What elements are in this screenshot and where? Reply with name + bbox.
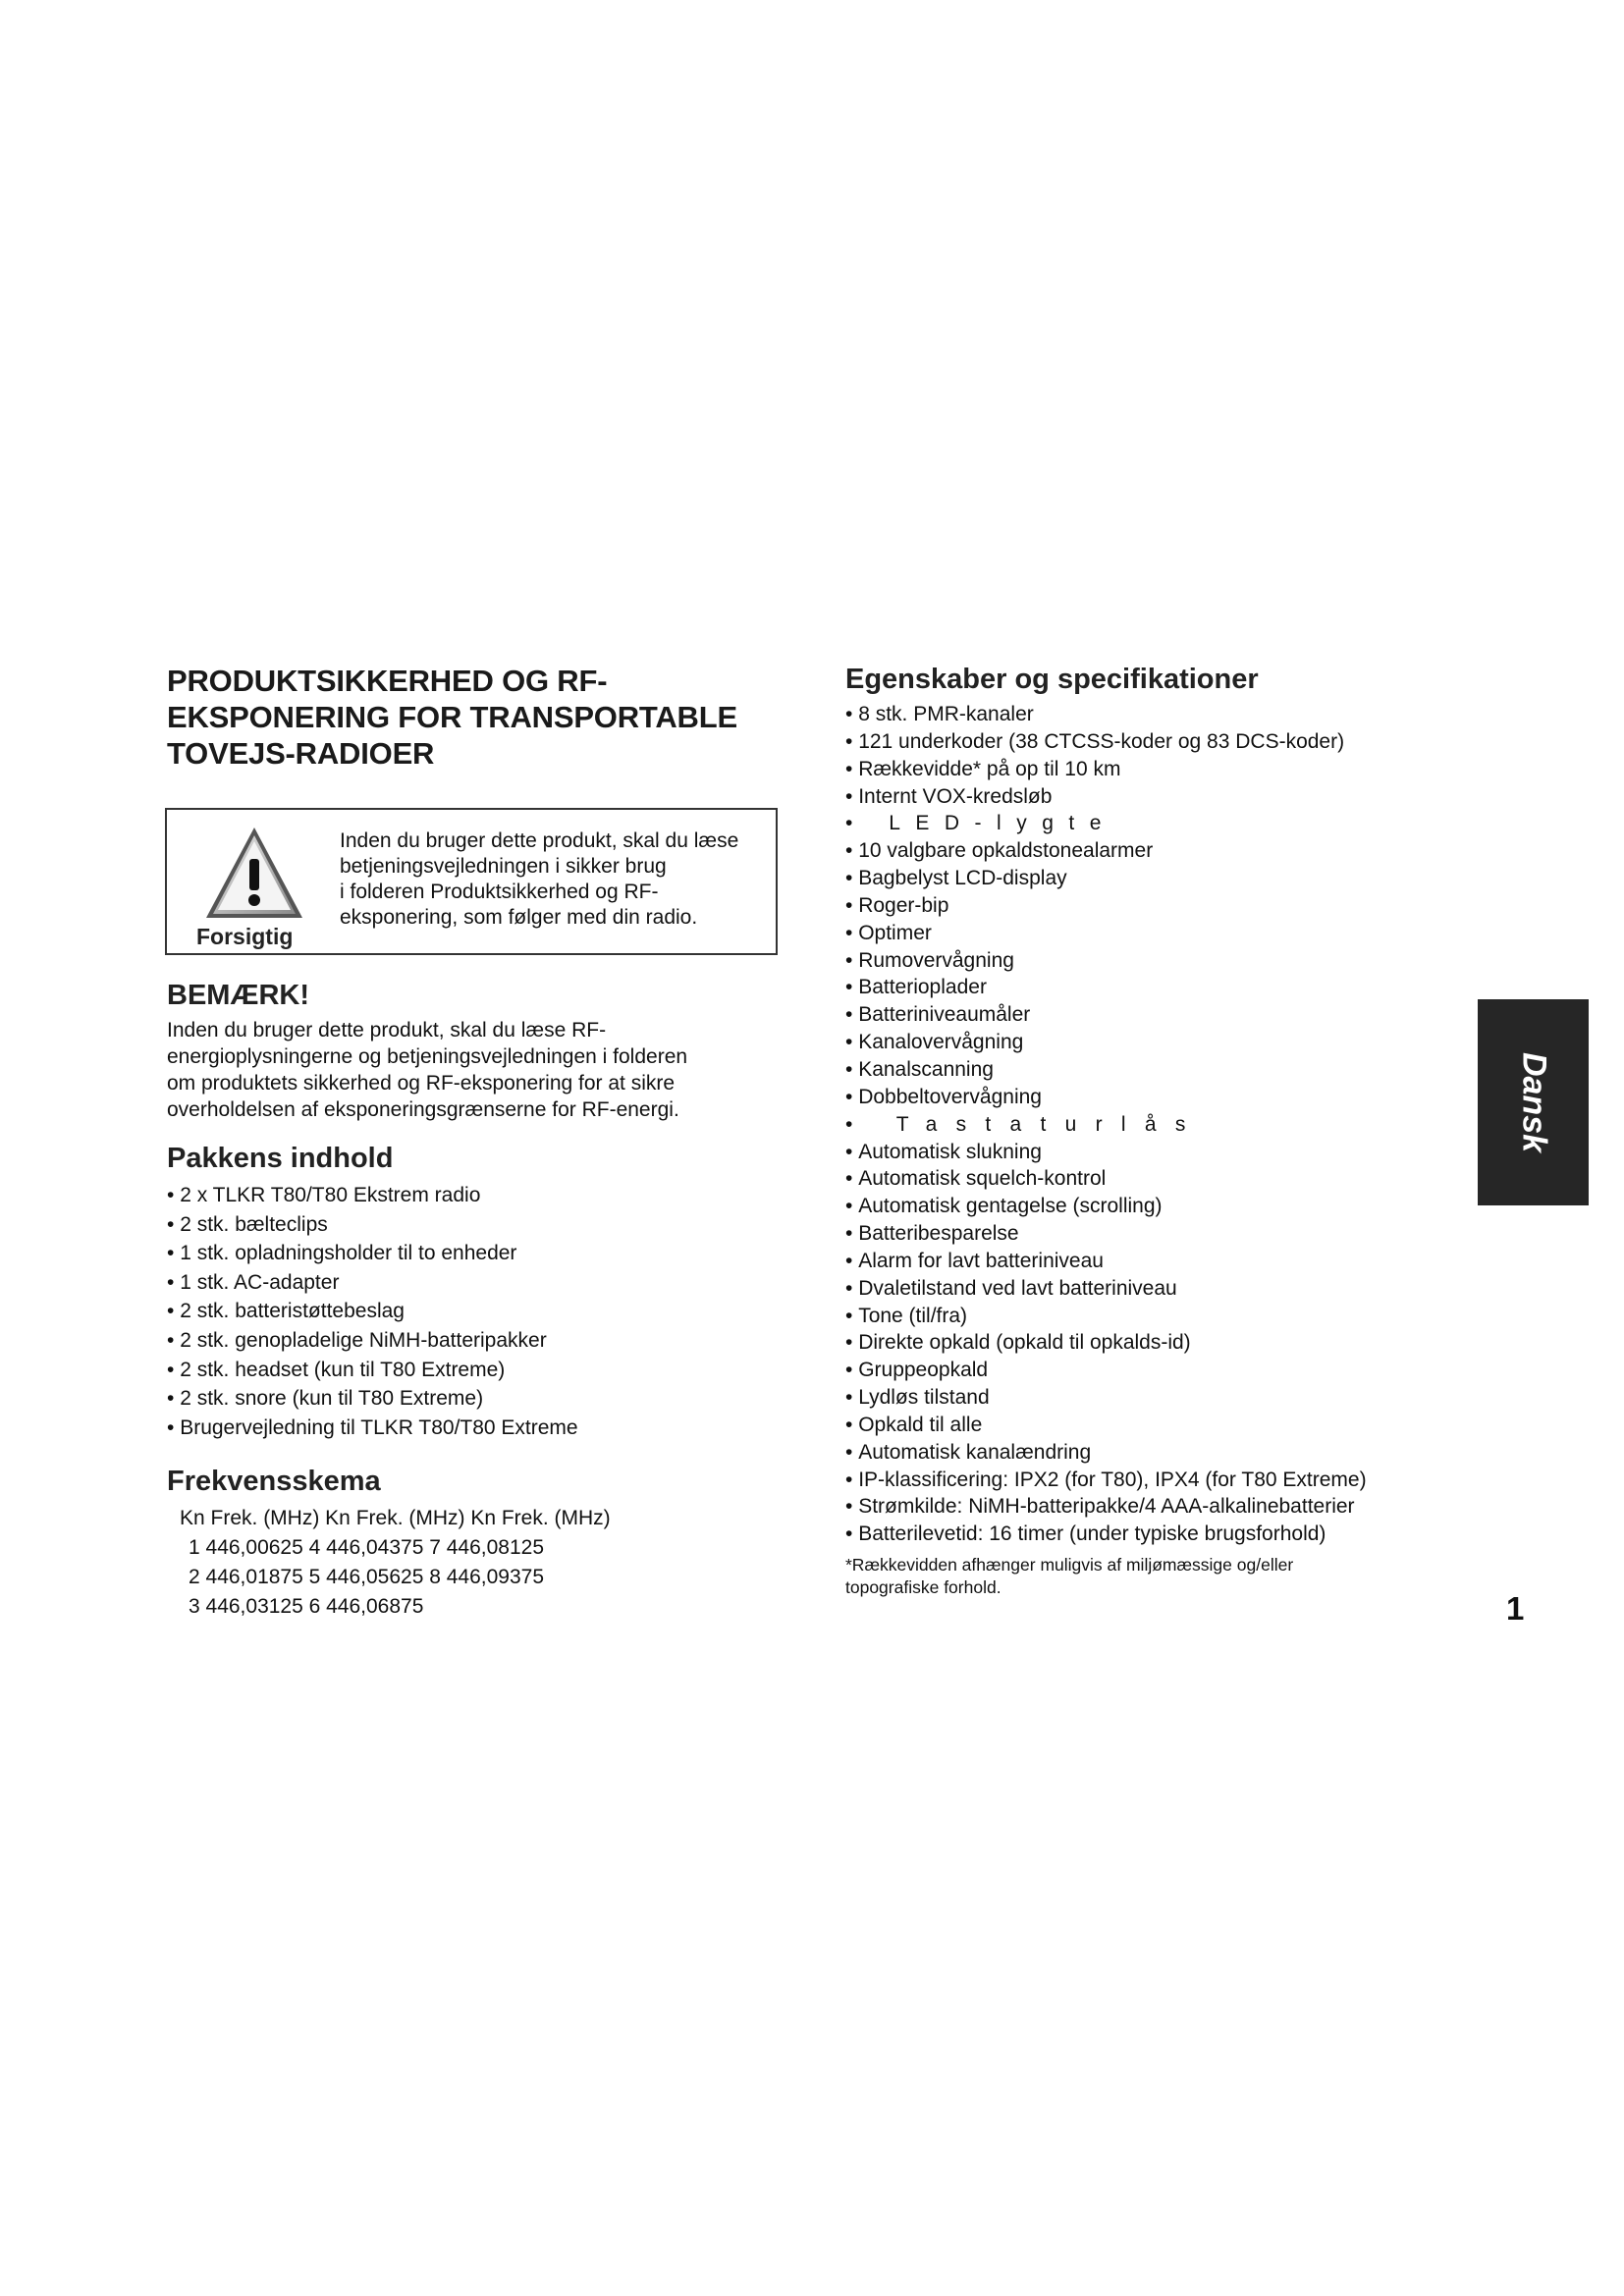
list-item: • Optimer xyxy=(845,920,1367,947)
list-item: • Tone (til/fra) xyxy=(845,1303,1367,1330)
list-item: • Automatisk slukning xyxy=(845,1139,1367,1166)
list-item: • 2 stk. headset (kun til T80 Extreme) xyxy=(167,1356,578,1385)
list-item: • Gruppeopkald xyxy=(845,1357,1367,1384)
frequency-row: 2 446,01875 5 446,05625 8 446,09375 xyxy=(189,1566,545,1588)
list-item: • 2 x TLKR T80/T80 Ekstrem radio xyxy=(167,1181,578,1210)
list-item: • Batteribesparelse xyxy=(845,1220,1367,1248)
list-item: • Roger-bip xyxy=(845,892,1367,920)
list-item: • IP-klassificering: IPX2 (for T80), IPX4 (for T80 Extreme) xyxy=(845,1467,1367,1494)
footnote-line: *Rækkevidden afhænger muligvis af miljømæssige og/eller xyxy=(845,1555,1294,1575)
note-paragraph xyxy=(167,1017,687,1123)
list-item: • 2 stk. bælteclips xyxy=(167,1210,578,1240)
list-item: • Bagbelyst LCD-display xyxy=(845,865,1367,892)
note-line: energioplysningerne og betjeningsvejledningen i folderen xyxy=(167,1045,688,1068)
list-item: • Batteriniveaumåler xyxy=(845,1001,1367,1029)
frequency-table xyxy=(180,1504,611,1622)
list-item: • 2 stk. batteristøttebeslag xyxy=(167,1297,578,1326)
package-heading: Pakkens indhold xyxy=(167,1143,394,1174)
package-list xyxy=(167,1181,578,1442)
list-item: • Batterilevetid: 16 timer (under typiske brugsforhold) xyxy=(845,1521,1367,1548)
caution-line: Inden du bruger dette produkt, skal du læse xyxy=(340,829,739,852)
caution-box xyxy=(165,808,778,955)
list-item: • 10 valgbare opkaldstonealarmer xyxy=(845,837,1367,865)
list-item: • Internt VOX-kredsløb xyxy=(845,783,1367,811)
title-line: TOVEJS-RADIOER xyxy=(167,736,435,771)
list-item: • Opkald til alle xyxy=(845,1412,1367,1439)
list-item: • LED-lygte xyxy=(845,810,1367,837)
page-number: 1 xyxy=(1506,1590,1525,1627)
caution-line: i folderen Produktsikkerhed og RF- xyxy=(340,881,659,903)
list-item: • Batterioplader xyxy=(845,974,1367,1001)
list-item: • 121 underkoder (38 CTCSS-koder og 83 DCS-koder) xyxy=(845,728,1367,756)
list-item: • 2 stk. snore (kun til T80 Extreme) xyxy=(167,1384,578,1414)
note-line: Inden du bruger dette produkt, skal du læse RF- xyxy=(167,1019,607,1041)
list-item: • Brugervejledning til TLKR T80/T80 Extreme xyxy=(167,1414,578,1443)
list-item: • Dobbeltovervågning xyxy=(845,1084,1367,1111)
list-item: • Rumovervågning xyxy=(845,947,1367,975)
list-item: • Tastaturlås xyxy=(845,1111,1367,1139)
list-item: • 8 stk. PMR-kanaler xyxy=(845,701,1367,728)
note-line: om produktets sikkerhed og RF-eksponering for at sikre xyxy=(167,1072,676,1095)
features-list xyxy=(845,701,1367,1548)
caution-line: betjeningsvejledningen i sikker brug xyxy=(340,855,667,878)
list-item: • Dvaletilstand ved lavt batteriniveau xyxy=(845,1275,1367,1303)
page-title xyxy=(167,663,795,772)
list-item: • 1 stk. opladningsholder til to enheder xyxy=(167,1239,578,1268)
list-item: • Automatisk squelch-kontrol xyxy=(845,1165,1367,1193)
features-heading: Egenskaber og specifikationer xyxy=(845,664,1259,695)
list-item: • Strømkilde: NiMH-batteripakke/4 AAA-alkalinebatterier xyxy=(845,1493,1367,1521)
list-item: • Kanalovervågning xyxy=(845,1029,1367,1056)
list-item: • Kanalscanning xyxy=(845,1056,1367,1084)
language-tab-label: Dansk xyxy=(1515,1051,1552,1153)
list-item: • Lydløs tilstand xyxy=(845,1384,1367,1412)
frequency-heading: Frekvensskema xyxy=(167,1466,381,1497)
caution-label: Forsigtig xyxy=(196,924,294,949)
list-item: • 2 stk. genopladelige NiMH-batteripakker xyxy=(167,1326,578,1356)
footnote-line: topografiske forhold. xyxy=(845,1577,1001,1597)
footnote xyxy=(845,1554,1293,1599)
frequency-header: Kn Frek. (MHz) Kn Frek. (MHz) Kn Frek. (MHz) xyxy=(180,1507,611,1529)
title-line: PRODUKTSIKKERHED OG RF- xyxy=(167,664,608,698)
list-item: • Rækkevidde* på op til 10 km xyxy=(845,756,1367,783)
list-item: • Automatisk kanalændring xyxy=(845,1439,1367,1467)
caution-text xyxy=(340,828,772,931)
language-tab xyxy=(1478,999,1589,1205)
note-heading: BEMÆRK! xyxy=(167,980,309,1011)
note-line: overholdelsen af eksponeringsgrænserne for RF-energi. xyxy=(167,1098,679,1121)
frequency-row: 1 446,00625 4 446,04375 7 446,08125 xyxy=(189,1536,545,1559)
list-item: • Direkte opkald (opkald til opkalds-id) xyxy=(845,1329,1367,1357)
list-item: • Automatisk gentagelse (scrolling) xyxy=(845,1193,1367,1220)
list-item: • 1 stk. AC-adapter xyxy=(167,1268,578,1298)
caution-line: eksponering, som følger med din radio. xyxy=(340,906,698,929)
list-item: • Alarm for lavt batteriniveau xyxy=(845,1248,1367,1275)
frequency-row: 3 446,03125 6 446,06875 xyxy=(189,1595,424,1618)
title-line: EKSPONERING FOR TRANSPORTABLE xyxy=(167,700,737,734)
